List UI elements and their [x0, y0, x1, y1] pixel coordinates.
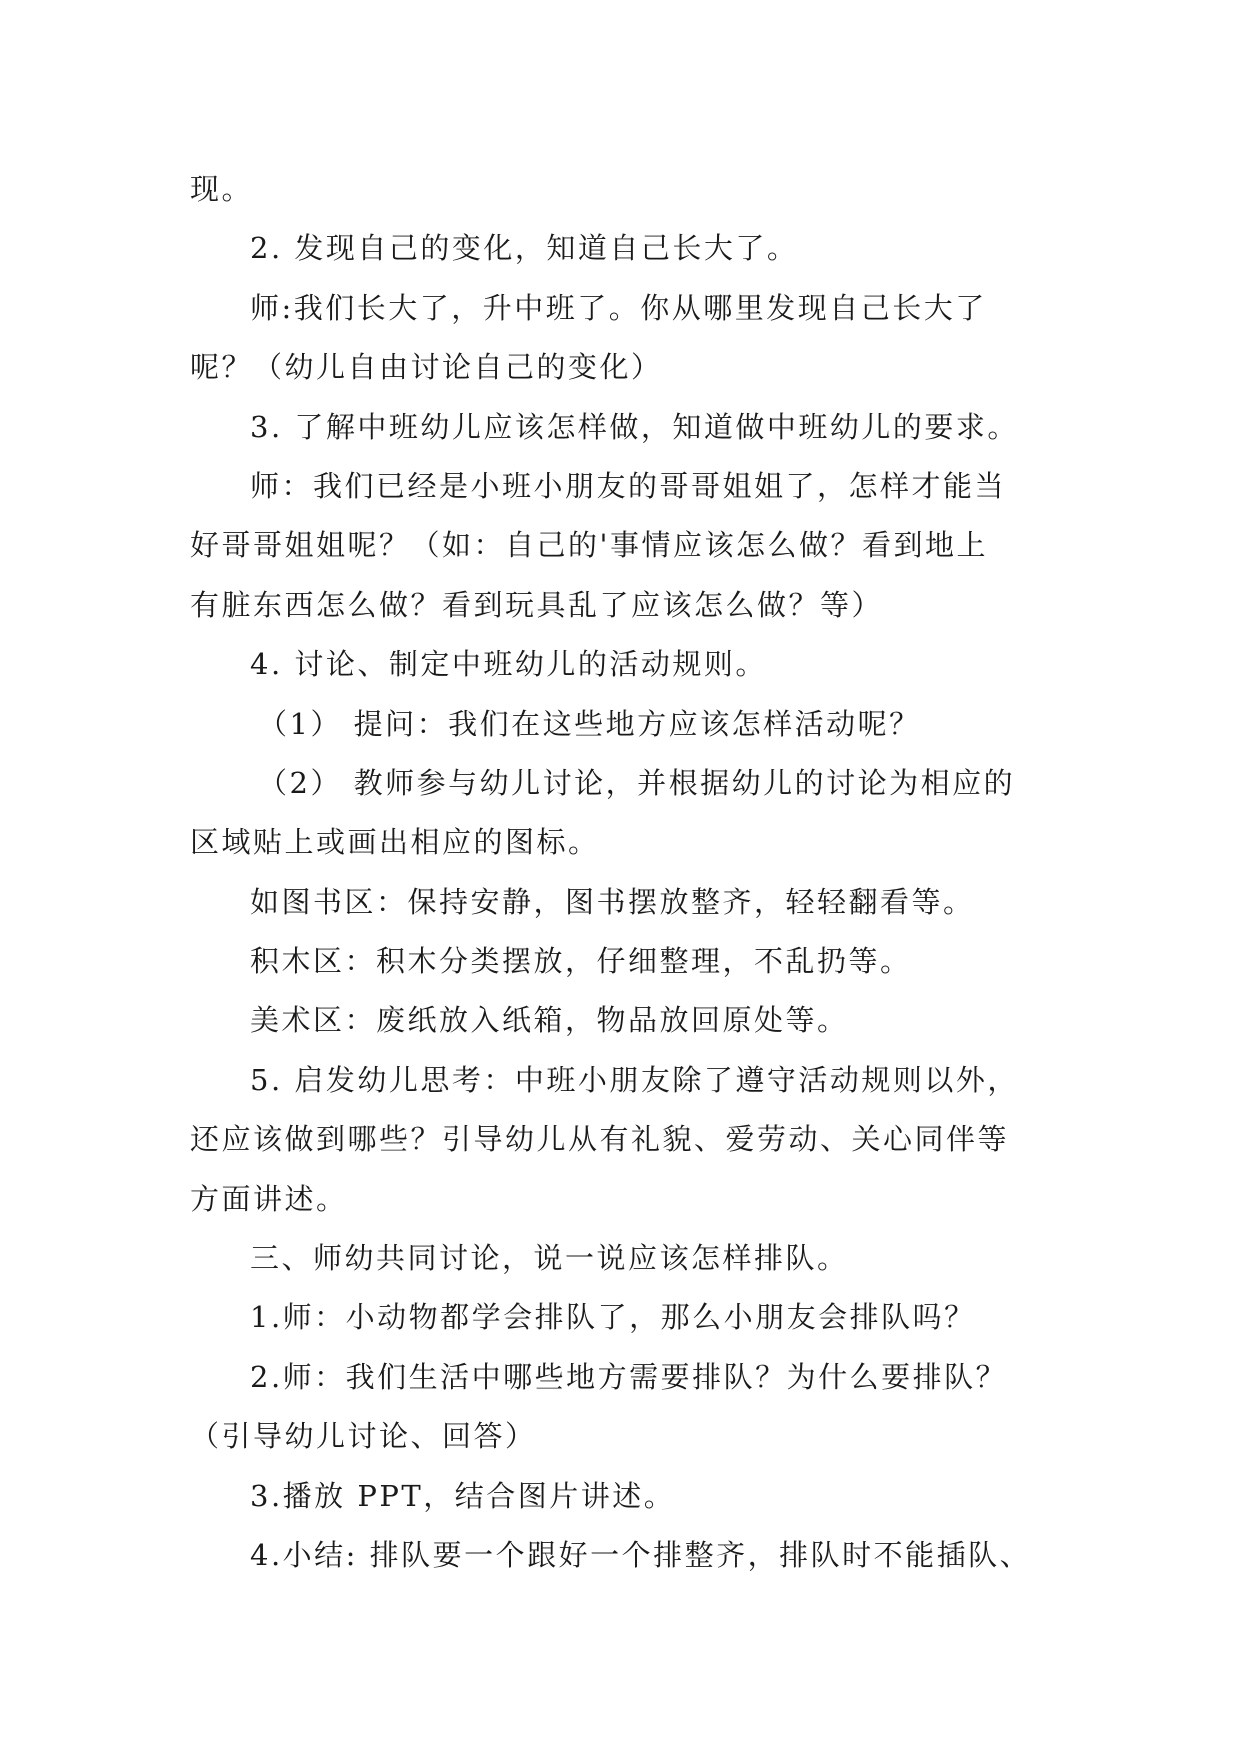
text-line: 现。	[190, 172, 254, 206]
document-body	[190, 160, 1070, 1585]
text-line: 方面讲述。	[190, 1181, 348, 1216]
text-line: 好哥哥姐姐呢？（如：自己的'事情应该怎么做？看到地上	[190, 528, 988, 563]
text-line: 师:我们长大了，升中班了。你从哪里发现自己长大了	[250, 290, 987, 325]
text-line: 3. 了解中班幼儿应该怎样做，知道做中班幼儿的要求。	[250, 409, 1019, 444]
text-line: 5. 启发幼儿思考：中班小朋友除了遵守活动规则以外，	[250, 1062, 1019, 1097]
text-line: （2） 教师参与幼儿讨论，并根据幼儿的讨论为相应的	[258, 765, 1016, 800]
text-line: 还应该做到哪些？引导幼儿从有礼貌、爱劳动、关心同伴等	[190, 1122, 1010, 1157]
text-line: 4. 讨论、制定中班幼儿的活动规则。	[250, 647, 767, 682]
text-line: 区域贴上或画出相应的图标。	[190, 825, 600, 860]
text-line: 三、师幼共同讨论，说一说应该怎样排队。	[250, 1241, 849, 1276]
text-line: 呢？（幼儿自由讨论自己的变化）	[190, 350, 663, 385]
text-line: （1） 提问：我们在这些地方应该怎样活动呢？	[258, 706, 921, 741]
text-line: 师：我们已经是小班小朋友的哥哥姐姐了，怎样才能当	[250, 468, 1007, 503]
text-line: 有脏东西怎么做？看到玩具乱了应该怎么做？等）	[190, 587, 884, 622]
text-line: 4.小结: 排队要一个跟好一个排整齐，排队时不能插队、	[250, 1537, 1032, 1572]
text-line: 如图书区：保持安静，图书摆放整齐，轻轻翻看等。	[250, 884, 975, 919]
text-line: 积木区：积木分类摆放，仔细整理，不乱扔等。	[250, 944, 912, 979]
text-line: 2. 发现自己的变化，知道自己长大了。	[250, 231, 799, 266]
text-line: 3.播放 PPT，结合图片讲述。	[250, 1478, 676, 1513]
text-line: 美术区：废纸放入纸箱，物品放回原处等。	[250, 1003, 849, 1038]
text-line: 1.师：小动物都学会排队了，那么小朋友会排队吗？	[250, 1300, 976, 1335]
text-line: 2.师：我们生活中哪些地方需要排队？为什么要排队？	[250, 1359, 1008, 1394]
text-line: （引导幼儿讨论、回答）	[190, 1419, 537, 1454]
